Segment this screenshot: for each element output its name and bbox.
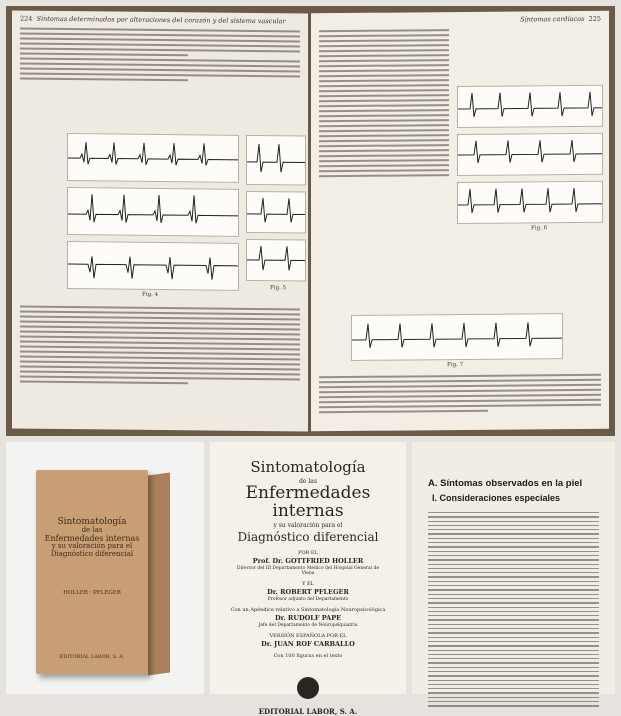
tp-diag: Diagnóstico diferencial [237, 530, 379, 545]
cover-title-5: Diagnóstico diferencial [50, 549, 134, 558]
tp-main: Enfermedades internas [245, 482, 371, 521]
left-head-text: Síntomas determinados por alteraciones del corazón y del sistema vascular [36, 14, 286, 26]
open-book-photo [6, 6, 615, 436]
tp-author1-aff: Director del III Departamento Médico del Hospital General de Viena [236, 565, 380, 576]
left-page-number: 224 [20, 14, 33, 23]
cover-title-2: de las [81, 526, 103, 535]
title-page [210, 460, 406, 716]
cover-publisher: EDITORIAL LABOR, S. A. [59, 654, 125, 660]
tp-translator: Dr. JUAN ROF CARBALLO [261, 639, 355, 648]
ekg-strip [67, 133, 239, 183]
cover-title: Sintomatología [57, 517, 127, 527]
left-text-block-bottom [12, 302, 308, 388]
cover-title-4: y su valoración para el [51, 542, 133, 551]
tp-publisher: EDITORIAL LABOR, S. A. [258, 706, 358, 716]
right-running-head [311, 11, 609, 28]
book-cover [36, 470, 148, 674]
ekg-strip [246, 135, 306, 186]
tp-author3: Dr. RUDOLF PAPE [274, 613, 342, 622]
cover-authors: HOLLER · PFLEGER [63, 590, 121, 596]
figure-caption: Fig. 7 [447, 361, 464, 369]
right-text-column [311, 29, 457, 176]
tp-de-las: de las [299, 477, 317, 485]
ekg-strip [246, 239, 306, 282]
left-running-head [12, 10, 308, 27]
cover-title-block [44, 518, 140, 558]
cover-title-3: Enfermedades internas [44, 533, 140, 543]
title-page-photo [210, 442, 406, 716]
figure-caption: Fig. 5 [270, 285, 287, 292]
ekg-strip [457, 85, 603, 128]
tp-y: Y EL [302, 580, 314, 587]
ekg-strip [67, 241, 239, 291]
book-cover-photo [6, 442, 204, 694]
left-page [12, 10, 308, 431]
tp-por: POR EL [298, 549, 318, 556]
tp-figures: Con 100 figuras en el texto [273, 652, 343, 659]
right-head-text: Síntomas cardíacos [520, 14, 585, 24]
section-heading: A. Síntomas observados en la piel [428, 478, 583, 489]
inner-page-photo [412, 442, 615, 694]
left-text-block-top [12, 28, 308, 83]
right-page-number: 225 [588, 14, 601, 23]
figure-caption: Fig. 4 [142, 291, 159, 298]
tp-sub: y su valoración para el [273, 522, 343, 530]
book-spine [148, 472, 170, 675]
subsection-heading: I. Consideraciones especiales [432, 493, 561, 503]
tp-author3-aff: Jefe del Departamento de Neuropsiquiatría [258, 622, 358, 628]
tp-author2-aff: Profesor adjunto del Departamento [267, 596, 349, 602]
tp-author1: Prof. Dr. GOTTFRIED HOLLER [252, 556, 364, 565]
tp-author2: Dr. ROBERT PFLEGER [267, 587, 349, 596]
ekg-strip [457, 133, 603, 176]
right-text-block-bottom [311, 371, 609, 417]
figure-caption: Fig. 6 [531, 225, 548, 232]
tp-version: VERSIÓN ESPAÑOLA POR EL [269, 632, 347, 639]
tp-title: Sintomatología [250, 458, 366, 476]
tp-con: Con un Apéndice relativo a Sintomatología Neuropsicológica [230, 606, 386, 613]
right-page [311, 11, 609, 432]
publisher-logo-icon [297, 677, 319, 699]
ekg-strip [351, 313, 563, 361]
inner-body-text [412, 512, 615, 707]
ekg-strip [246, 191, 306, 234]
ekg-strip [67, 187, 239, 237]
ekg-strip [457, 181, 603, 224]
